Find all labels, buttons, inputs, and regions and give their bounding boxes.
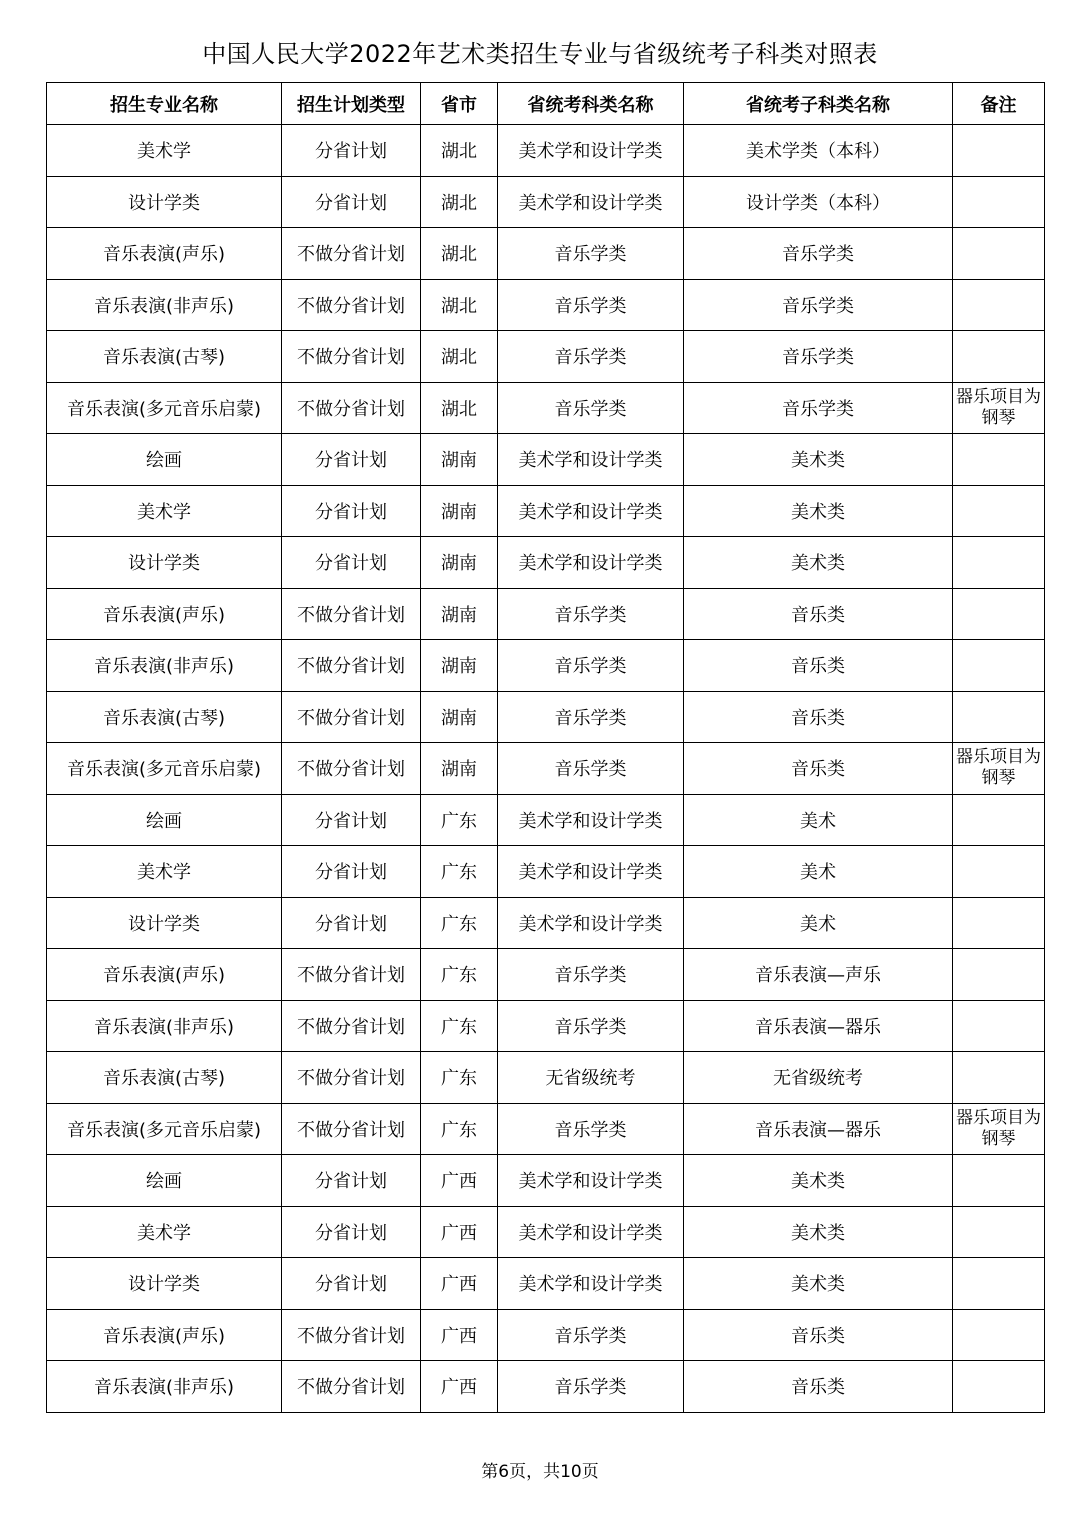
cell-remarks bbox=[953, 588, 1045, 640]
cell-major-name: 音乐表演(非声乐) bbox=[47, 1000, 282, 1052]
header-plan-type: 招生计划类型 bbox=[282, 83, 421, 125]
header-exam-subcategory: 省统考子科类名称 bbox=[684, 83, 953, 125]
table-row bbox=[47, 382, 1045, 434]
table-row bbox=[47, 794, 1045, 846]
cell-remarks bbox=[953, 279, 1045, 331]
cell-remarks bbox=[953, 1309, 1045, 1361]
cell-exam-subcategory: 音乐学类 bbox=[684, 382, 953, 434]
cell-remarks bbox=[953, 640, 1045, 692]
cell-province: 广东 bbox=[421, 1052, 498, 1104]
cell-remarks bbox=[953, 125, 1045, 177]
cell-major-name: 设计学类 bbox=[47, 1258, 282, 1310]
cell-plan-type: 分省计划 bbox=[282, 485, 421, 537]
table-row bbox=[47, 640, 1045, 692]
cell-plan-type: 分省计划 bbox=[282, 176, 421, 228]
cell-plan-type: 分省计划 bbox=[282, 125, 421, 177]
cell-remarks bbox=[953, 949, 1045, 1001]
cell-major-name: 设计学类 bbox=[47, 897, 282, 949]
table-row bbox=[47, 537, 1045, 589]
cell-province: 湖南 bbox=[421, 588, 498, 640]
cell-province: 湖南 bbox=[421, 743, 498, 795]
header-exam-category: 省统考科类名称 bbox=[498, 83, 684, 125]
cell-exam-subcategory: 音乐类 bbox=[684, 1361, 953, 1413]
cell-exam-subcategory: 音乐学类 bbox=[684, 279, 953, 331]
table-row bbox=[47, 125, 1045, 177]
cell-exam-subcategory: 音乐学类 bbox=[684, 228, 953, 280]
cell-province: 湖北 bbox=[421, 228, 498, 280]
cell-province: 广东 bbox=[421, 949, 498, 1001]
cell-province: 湖北 bbox=[421, 125, 498, 177]
cell-province: 湖南 bbox=[421, 434, 498, 486]
cell-major-name: 音乐表演(多元音乐启蒙) bbox=[47, 382, 282, 434]
table-row bbox=[47, 743, 1045, 795]
cell-plan-type: 不做分省计划 bbox=[282, 949, 421, 1001]
cell-plan-type: 不做分省计划 bbox=[282, 331, 421, 383]
table-row bbox=[47, 588, 1045, 640]
cell-major-name: 绘画 bbox=[47, 434, 282, 486]
cell-plan-type: 不做分省计划 bbox=[282, 691, 421, 743]
cell-exam-subcategory: 美术 bbox=[684, 897, 953, 949]
cell-province: 广东 bbox=[421, 846, 498, 898]
cell-plan-type: 不做分省计划 bbox=[282, 1103, 421, 1155]
cell-plan-type: 不做分省计划 bbox=[282, 382, 421, 434]
cell-exam-subcategory: 美术类 bbox=[684, 1206, 953, 1258]
table-row bbox=[47, 846, 1045, 898]
cell-remarks bbox=[953, 846, 1045, 898]
cell-major-name: 音乐表演(非声乐) bbox=[47, 279, 282, 331]
cell-major-name: 美术学 bbox=[47, 846, 282, 898]
cell-plan-type: 不做分省计划 bbox=[282, 743, 421, 795]
cell-major-name: 音乐表演(非声乐) bbox=[47, 640, 282, 692]
cell-exam-subcategory: 美术 bbox=[684, 846, 953, 898]
cell-plan-type: 不做分省计划 bbox=[282, 640, 421, 692]
cell-plan-type: 分省计划 bbox=[282, 537, 421, 589]
cell-exam-category: 美术学和设计学类 bbox=[498, 846, 684, 898]
header-row bbox=[47, 83, 1045, 125]
table-row bbox=[47, 1155, 1045, 1207]
cell-plan-type: 分省计划 bbox=[282, 897, 421, 949]
cell-exam-subcategory: 设计学类（本科） bbox=[684, 176, 953, 228]
cell-exam-category: 美术学和设计学类 bbox=[498, 1206, 684, 1258]
cell-exam-subcategory: 音乐表演—声乐 bbox=[684, 949, 953, 1001]
cell-remarks bbox=[953, 434, 1045, 486]
cell-exam-category: 音乐学类 bbox=[498, 279, 684, 331]
table-row bbox=[47, 1052, 1045, 1104]
cell-exam-category: 音乐学类 bbox=[498, 1000, 684, 1052]
cell-exam-subcategory: 音乐类 bbox=[684, 691, 953, 743]
cell-exam-category: 无省级统考 bbox=[498, 1052, 684, 1104]
table-row bbox=[47, 1103, 1045, 1155]
cell-plan-type: 不做分省计划 bbox=[282, 1309, 421, 1361]
cell-exam-subcategory: 音乐类 bbox=[684, 588, 953, 640]
cell-remarks: 器乐项目为钢琴 bbox=[953, 743, 1045, 795]
cell-province: 湖北 bbox=[421, 176, 498, 228]
cell-exam-category: 美术学和设计学类 bbox=[498, 434, 684, 486]
cell-plan-type: 不做分省计划 bbox=[282, 1361, 421, 1413]
cell-exam-category: 音乐学类 bbox=[498, 691, 684, 743]
cell-plan-type: 分省计划 bbox=[282, 1258, 421, 1310]
cell-major-name: 音乐表演(声乐) bbox=[47, 949, 282, 1001]
cell-remarks bbox=[953, 537, 1045, 589]
cell-exam-category: 美术学和设计学类 bbox=[498, 1258, 684, 1310]
header-province: 省市 bbox=[421, 83, 498, 125]
cell-province: 广东 bbox=[421, 1000, 498, 1052]
cell-exam-category: 音乐学类 bbox=[498, 1309, 684, 1361]
cell-exam-subcategory: 美术 bbox=[684, 794, 953, 846]
cell-exam-category: 音乐学类 bbox=[498, 640, 684, 692]
cell-province: 广东 bbox=[421, 1103, 498, 1155]
cell-major-name: 音乐表演(多元音乐启蒙) bbox=[47, 743, 282, 795]
cell-province: 湖南 bbox=[421, 537, 498, 589]
cell-remarks: 器乐项目为钢琴 bbox=[953, 1103, 1045, 1155]
cell-exam-subcategory: 音乐表演—器乐 bbox=[684, 1000, 953, 1052]
cell-province: 广东 bbox=[421, 897, 498, 949]
cell-plan-type: 不做分省计划 bbox=[282, 228, 421, 280]
table-row bbox=[47, 176, 1045, 228]
table-row bbox=[47, 1361, 1045, 1413]
cell-plan-type: 分省计划 bbox=[282, 1206, 421, 1258]
cell-exam-subcategory: 美术学类（本科） bbox=[684, 125, 953, 177]
cell-exam-subcategory: 美术类 bbox=[684, 434, 953, 486]
cell-major-name: 音乐表演(古琴) bbox=[47, 331, 282, 383]
table-row bbox=[47, 1309, 1045, 1361]
cell-major-name: 设计学类 bbox=[47, 176, 282, 228]
table-row bbox=[47, 279, 1045, 331]
table-row bbox=[47, 949, 1045, 1001]
cell-major-name: 音乐表演(多元音乐启蒙) bbox=[47, 1103, 282, 1155]
header-major-name: 招生专业名称 bbox=[47, 83, 282, 125]
cell-exam-category: 音乐学类 bbox=[498, 228, 684, 280]
cell-major-name: 音乐表演(声乐) bbox=[47, 588, 282, 640]
cell-remarks bbox=[953, 331, 1045, 383]
cell-remarks: 器乐项目为钢琴 bbox=[953, 382, 1045, 434]
cell-exam-subcategory: 美术类 bbox=[684, 1155, 953, 1207]
cell-province: 湖南 bbox=[421, 485, 498, 537]
cell-major-name: 美术学 bbox=[47, 125, 282, 177]
cell-plan-type: 分省计划 bbox=[282, 794, 421, 846]
cell-exam-category: 美术学和设计学类 bbox=[498, 897, 684, 949]
cell-major-name: 绘画 bbox=[47, 1155, 282, 1207]
cell-exam-subcategory: 美术类 bbox=[684, 537, 953, 589]
cell-major-name: 美术学 bbox=[47, 1206, 282, 1258]
cell-remarks bbox=[953, 1000, 1045, 1052]
cell-remarks bbox=[953, 1361, 1045, 1413]
cell-remarks bbox=[953, 691, 1045, 743]
cell-exam-category: 美术学和设计学类 bbox=[498, 176, 684, 228]
table-row bbox=[47, 1258, 1045, 1310]
cell-exam-category: 音乐学类 bbox=[498, 331, 684, 383]
table-row bbox=[47, 897, 1045, 949]
table-body bbox=[47, 125, 1045, 1413]
cell-exam-subcategory: 音乐类 bbox=[684, 743, 953, 795]
cell-plan-type: 不做分省计划 bbox=[282, 588, 421, 640]
cell-remarks bbox=[953, 485, 1045, 537]
cell-plan-type: 分省计划 bbox=[282, 846, 421, 898]
cell-major-name: 音乐表演(声乐) bbox=[47, 1309, 282, 1361]
cell-plan-type: 不做分省计划 bbox=[282, 279, 421, 331]
cell-exam-category: 美术学和设计学类 bbox=[498, 1155, 684, 1207]
cell-major-name: 美术学 bbox=[47, 485, 282, 537]
table-row bbox=[47, 331, 1045, 383]
cell-province: 广西 bbox=[421, 1309, 498, 1361]
cell-province: 广西 bbox=[421, 1155, 498, 1207]
cell-exam-category: 音乐学类 bbox=[498, 382, 684, 434]
cell-province: 湖南 bbox=[421, 691, 498, 743]
cell-remarks bbox=[953, 228, 1045, 280]
cell-major-name: 音乐表演(声乐) bbox=[47, 228, 282, 280]
cell-province: 湖北 bbox=[421, 382, 498, 434]
cell-exam-category: 美术学和设计学类 bbox=[498, 537, 684, 589]
cell-exam-category: 音乐学类 bbox=[498, 588, 684, 640]
page-title: 中国人民大学2022年艺术类招生专业与省级统考子科类对照表 bbox=[202, 40, 878, 68]
cell-province: 广西 bbox=[421, 1258, 498, 1310]
cell-major-name: 音乐表演(古琴) bbox=[47, 691, 282, 743]
cell-exam-subcategory: 美术类 bbox=[684, 1258, 953, 1310]
cell-exam-subcategory: 音乐类 bbox=[684, 640, 953, 692]
cell-remarks bbox=[953, 1206, 1045, 1258]
cell-province: 湖南 bbox=[421, 640, 498, 692]
table-row bbox=[47, 434, 1045, 486]
cell-remarks bbox=[953, 794, 1045, 846]
cell-remarks bbox=[953, 897, 1045, 949]
cell-province: 广西 bbox=[421, 1361, 498, 1413]
cell-province: 湖北 bbox=[421, 331, 498, 383]
cell-plan-type: 分省计划 bbox=[282, 434, 421, 486]
cell-plan-type: 分省计划 bbox=[282, 1155, 421, 1207]
cell-exam-subcategory: 美术类 bbox=[684, 485, 953, 537]
cell-remarks bbox=[953, 176, 1045, 228]
cell-remarks bbox=[953, 1155, 1045, 1207]
cell-province: 广东 bbox=[421, 794, 498, 846]
comparison-table bbox=[46, 82, 1045, 1413]
cell-exam-category: 美术学和设计学类 bbox=[498, 794, 684, 846]
cell-major-name: 音乐表演(古琴) bbox=[47, 1052, 282, 1104]
cell-exam-subcategory: 音乐类 bbox=[684, 1309, 953, 1361]
cell-exam-subcategory: 音乐表演—器乐 bbox=[684, 1103, 953, 1155]
cell-exam-category: 音乐学类 bbox=[498, 743, 684, 795]
cell-exam-subcategory: 无省级统考 bbox=[684, 1052, 953, 1104]
cell-exam-category: 美术学和设计学类 bbox=[498, 485, 684, 537]
page-footer: 第6页，共10页 bbox=[481, 1462, 599, 1482]
table-row bbox=[47, 691, 1045, 743]
cell-exam-category: 音乐学类 bbox=[498, 949, 684, 1001]
cell-exam-category: 美术学和设计学类 bbox=[498, 125, 684, 177]
cell-plan-type: 不做分省计划 bbox=[282, 1052, 421, 1104]
cell-exam-category: 音乐学类 bbox=[498, 1361, 684, 1413]
cell-province: 湖北 bbox=[421, 279, 498, 331]
cell-plan-type: 不做分省计划 bbox=[282, 1000, 421, 1052]
cell-major-name: 绘画 bbox=[47, 794, 282, 846]
cell-province: 广西 bbox=[421, 1206, 498, 1258]
cell-major-name: 音乐表演(非声乐) bbox=[47, 1361, 282, 1413]
cell-exam-subcategory: 音乐学类 bbox=[684, 331, 953, 383]
table-row bbox=[47, 1206, 1045, 1258]
table-row bbox=[47, 485, 1045, 537]
table-row bbox=[47, 228, 1045, 280]
cell-major-name: 设计学类 bbox=[47, 537, 282, 589]
header-remarks: 备注 bbox=[953, 83, 1045, 125]
cell-exam-category: 音乐学类 bbox=[498, 1103, 684, 1155]
cell-remarks bbox=[953, 1258, 1045, 1310]
cell-remarks bbox=[953, 1052, 1045, 1104]
table-row bbox=[47, 1000, 1045, 1052]
